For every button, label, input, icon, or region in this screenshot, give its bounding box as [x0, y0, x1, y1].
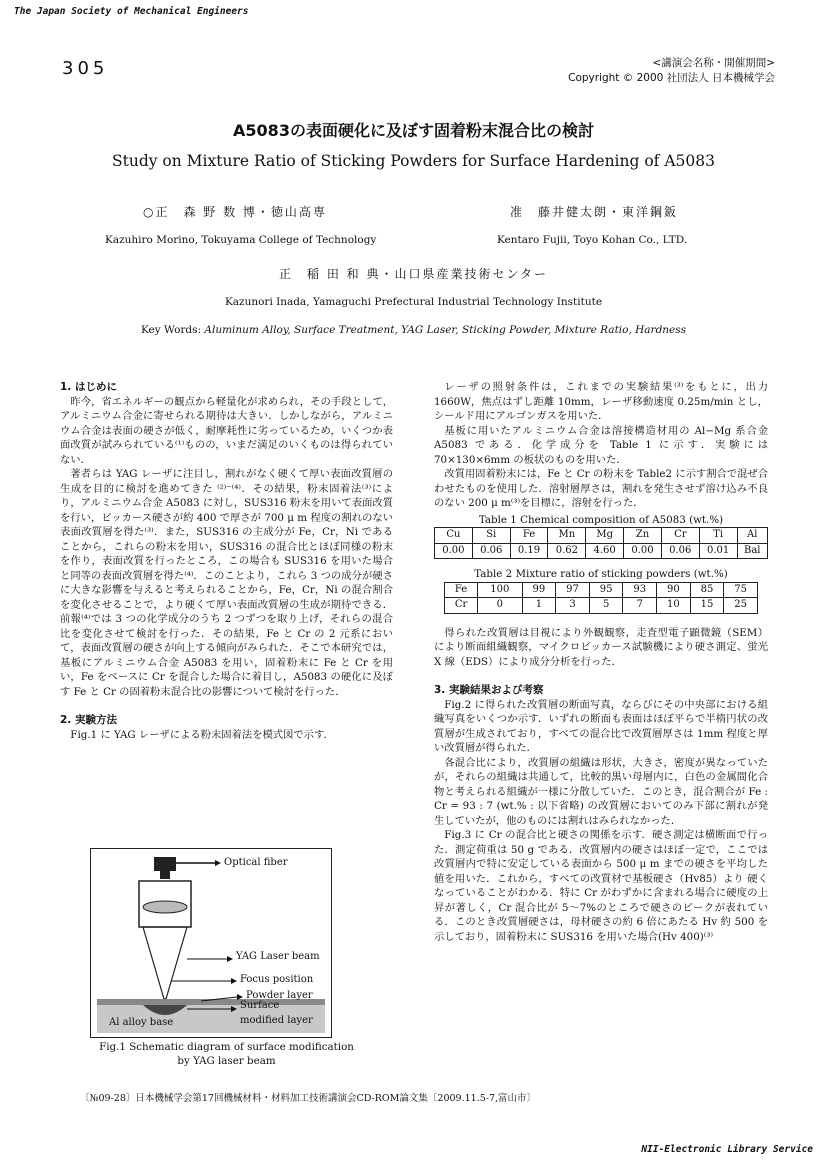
right-paragraph4: 得られた改質層は目視により外観観察，走査型電子顕微鏡（SEM）により断面組織観察，マイクロビッカース試験機により硬さ測定、蛍光 X 線（EDS）により成分分析を行った． — [434, 626, 768, 668]
section1-paragraph2: 著者らは YAG レーザに注目し，割れがなく硬くて厚い表面改質層の生成を目的に検討を進めてきた ⁽²⁾⁻⁽⁴⁾．その結果，粉末固着法⁽³⁾により，アルミニウム合金 A5083 に対し，SUS316 粉末を用いて表面改質を行い，ビッカース硬さが約 400 で厚さが 700 μ m 程度の割れのない表面改質層を得た⁽³⁾．また，SUS316 の主成分が Fe，Cr，Ni であることから，これらの粉末を用い，SUS316 の混合比とほぼ同様の粉末を作り，表面改質を行ったところ，この場合も SUS316 を用いた場合と同等の表面改質層を得た⁽⁴⁾．このことより，これら 3 つの成分が硬さに大きな影響を与えると考えられることから，Fe，Cr，Ni の混合割合を変化させることで，より硬くて厚い表面改質層の生成が期待できる．前報⁽⁴⁾では 3 つの化学成分のうち 2 つずつを取り上げ，それらの混合比を変化させて検討を行った．その結果，Fe と Cr の 2 元系において，表面改質層の硬さが向上する傾向がみられた．そこで本研究では，基板にアルミニウム合金 A5083 を用い，固着粉末に Fe と Cr を用い，Fe をベースに Cr を混合した場合に着目し，A5083 の硬化に及ぼす Fe と Cr の固着粉末混合比の影響について検討を行った． — [60, 468, 393, 698]
table1-header-cell: Si — [472, 528, 510, 544]
session-info — [568, 56, 775, 86]
footer-citation: 〔№09-28〕日本機械学会第17回機械材料・材料加工技術講演会CD-ROM論文集〔2009.11.5-7,富山市〕 — [80, 1093, 537, 1104]
label-modified: modified layer — [240, 1015, 313, 1026]
author2-en: Kentaro Fujii, Toyo Kohan Co., LTD. — [497, 234, 688, 246]
right-paragraph3: 改質用固着粉末には，Fe と Cr の粉末を Table2 に示す割合で混ぜ合わせたものを使用した．溶射層厚さは，割れを発生させず溶け込み不良のない 200 μ m⁽³⁾を目標に，溶射を行った． — [434, 468, 768, 509]
table2-fe-cell: 90 — [657, 582, 691, 598]
table2-caption: Table 2 Mixture ratio of sticking powders (wt.%) — [474, 568, 728, 580]
table2-fe-cell: Fe — [445, 582, 478, 598]
table1-value-cell: 0.62 — [548, 543, 586, 559]
figure1-caption-line1: Fig.1 Schematic diagram of surface modification — [99, 1041, 354, 1053]
table1-value-cell: 0.06 — [661, 543, 699, 559]
author1-ja: ○正 森 野 数 博・徳山高専 — [143, 205, 327, 219]
keywords-label: Key Words: — [140, 324, 205, 336]
table2-cr-row — [445, 598, 758, 614]
table2-cr-cell: 25 — [724, 598, 758, 614]
table2-cr-cell: 5 — [589, 598, 623, 614]
table1-header-cell: Fe — [510, 528, 548, 544]
label-al-base: Al alloy base — [109, 1017, 174, 1028]
lens-icon — [143, 901, 187, 913]
label-focus: Focus position — [240, 974, 314, 985]
right-column — [434, 380, 768, 944]
table2-cr-cell: 3 — [556, 598, 590, 614]
section1-heading: 1. はじめに — [60, 381, 117, 393]
table2-fe-cell: 93 — [623, 582, 657, 598]
left-column — [60, 380, 393, 742]
keywords-list: Aluminum Alloy, Surface Treatment, YAG Laser, Sticking Powder, Mixture Ratio, Hardness — [204, 324, 687, 336]
table1-value-cell: 4.60 — [586, 543, 624, 559]
table2-fe-cell: 99 — [522, 582, 556, 598]
label-surface: Surface — [240, 1000, 280, 1011]
section2-paragraph1: Fig.1 に YAG レーザによる粉末固着法を模式図で示す． — [70, 728, 334, 741]
keywords — [0, 324, 827, 336]
author1-en: Kazuhiro Morino, Tokuyama College of Technology — [105, 234, 377, 246]
right-paragraph2: 基板に用いたアルミニウム合金は溶接構造材用の Al−Mg 系合金 A5083 である．化学成分を Table 1 に示す．実験には 70×130×6mm の板状のものを用いた． — [434, 424, 768, 466]
title-english: Study on Mixture Ratio of Sticking Powders for Surface Hardening of A5083 — [112, 152, 715, 170]
table2-cr-cell: 15 — [690, 598, 724, 614]
table1-header-cell: Zn — [624, 528, 662, 544]
table1-header-cell: Ti — [699, 528, 737, 544]
table1-value-cell: 0.01 — [699, 543, 737, 559]
table2-fe-cell: 95 — [589, 582, 623, 598]
figure1-caption — [60, 1040, 393, 1068]
table2-cr-cell: 0 — [478, 598, 522, 614]
table2-fe-cell: 75 — [724, 582, 758, 598]
section1-paragraph1: 昨今，省エネルギーの観点から軽量化が求められ，その手段として，アルミニウム合金に寄せられる期待は大きい．しかしながら，アルミニウム合金は表面の硬さが低く，耐摩耗性に劣っているため，いくつか表面改質が試みられている⁽¹⁾ものの，いまだ満足のいくものは得られていない． — [60, 395, 393, 466]
table1-value-cell: 0.19 — [510, 543, 548, 559]
table2-fe-cell: 100 — [478, 582, 522, 598]
table1-header-row — [435, 528, 768, 544]
fiber-neck-icon — [160, 871, 170, 879]
figure1-frame — [90, 848, 332, 1038]
right-paragraph5: Fig.2 に得られた改質層の断面写真，ならびにその中央部における組織写真をいくつか示す．いずれの断面も表面はほぼ平らで半楕円状の改質層が生成されており，すべての混合比で改質層厚さは 1mm 程度と厚い改質層が得られた． — [434, 698, 768, 754]
label-yag-beam: YAG Laser beam — [236, 951, 320, 962]
right-paragraph6: 各混合比により，改質層の組織は形状，大きさ，密度が異なっていたが，それらの組織は共通して，比較的黒い母層内に，白色の金属間化合物と考えられる組織が一様に分散していた．このとき，混合割合が Fe : Cr = 93 : 7 (wt.% : 以下省略) の改質層においてのみ下部に割れが発生していたが，他のものには割れはみられなかった． — [434, 756, 768, 827]
table2 — [444, 582, 758, 614]
page-number: 305 — [62, 58, 109, 79]
table2-cr-cell: Cr — [445, 598, 478, 614]
table1-header-cell: Mg — [586, 528, 624, 544]
session-line: <講演会名称・開催期間> — [652, 57, 775, 69]
label-powder: Powder layer — [246, 990, 313, 1001]
author2-ja: 准 藤井健太朗・東洋鋼鈑 — [510, 205, 679, 219]
table1-value-cell: Bal — [737, 543, 768, 559]
figure1-diagram — [91, 849, 331, 1037]
author3-ja: 正 稲 田 和 典・山口県産業技術センター — [279, 267, 548, 281]
table1-value-row — [435, 543, 768, 559]
table1-value-cell: 0.00 — [624, 543, 662, 559]
table1-header-cell: Cu — [435, 528, 473, 544]
table1 — [434, 527, 768, 559]
table1-caption: Table 1 Chemical composition of A5083 (wt.%) — [478, 513, 724, 526]
table2-fe-cell: 97 — [556, 582, 590, 598]
title-japanese: A5083の表面硬化に及ぼす固着粉末混合比の検討 — [233, 121, 594, 140]
section2-heading: 2. 実験方法 — [60, 714, 117, 726]
label-optical-fiber: Optical fiber — [224, 857, 288, 868]
table1-header-cell: Mn — [548, 528, 586, 544]
laser-beam-icon — [143, 927, 187, 999]
table2-cr-cell: 1 — [522, 598, 556, 614]
society-header: The Japan Society of Mechanical Engineers — [14, 6, 249, 17]
table2-fe-row — [445, 582, 758, 598]
author3-en: Kazunori Inada, Yamaguchi Prefectural Industrial Technology Institute — [224, 296, 603, 308]
table1-header-cell: Cr — [661, 528, 699, 544]
copyright-line: Copyright © 2000 社団法人 日本機械学会 — [568, 72, 775, 84]
table2-cr-cell: 7 — [623, 598, 657, 614]
section3-heading: 3. 実験結果および考察 — [434, 684, 544, 696]
figure1-caption-line2: by YAG laser beam — [177, 1055, 276, 1067]
fiber-head-icon — [154, 857, 176, 871]
table1-value-cell: 0.06 — [472, 543, 510, 559]
table2-fe-cell: 85 — [690, 582, 724, 598]
table1-value-cell: 0.00 — [435, 543, 473, 559]
table2-cr-cell: 10 — [657, 598, 691, 614]
right-paragraph1: レーザの照射条件は，これまでの実験結果⁽³⁾をもとに，出力 1660W，焦点はずし距離 10mm，レーザ移動速度 0.25m/min とし，シールド用にアルゴンガスを用いた． — [434, 381, 768, 422]
nii-footer: NII-Electronic Library Service — [641, 1144, 813, 1155]
right-paragraph7: Fig.3 に Cr の混合比と硬さの関係を示す．硬さ測定は横断面で行った．測定荷重は 50 g である．改質層内の硬さはほぼ一定で，ここでは改質層内で特に安定している表面から 500 μ m までの硬さを平均した値を用いた．これから，すべての改質材で基板硬さ（Hv85）より 硬くなっていることがわかる．特に Cr がわずかに含まれる場合に硬度の上昇が著しく，Cr 混合比が 5〜7%のところで硬さのピークが表れている．このとき改質層硬さは，母材硬さの約 6 倍にあたる Hv 約 500 を示しており，固着粉末に SUS316 を用いた場合(Hv 400)⁽³⁾ — [434, 829, 768, 943]
table1-header-cell: Al — [737, 528, 768, 544]
